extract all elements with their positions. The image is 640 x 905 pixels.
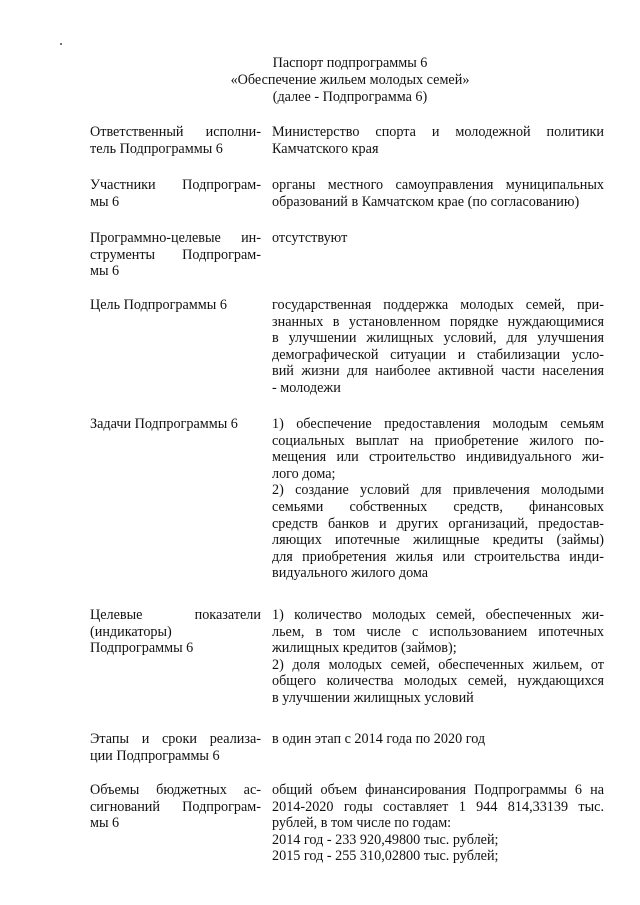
value-paragraph	[272, 782, 604, 832]
value-paragraph	[272, 607, 604, 657]
value-line: демографической ситуации и стабилизации усло-	[272, 346, 604, 363]
value-line: 1) обеспечение предоставления молодым семьям	[272, 416, 604, 432]
document-title	[0, 55, 640, 106]
row-value	[272, 124, 604, 157]
value-line: знанных в установленном порядке нуждающимися	[272, 313, 604, 330]
label-line: Этапы и сроки реализа-	[90, 731, 261, 747]
value-line: семьями собственных средств, финансовых	[272, 498, 604, 515]
value-line: 2) создание условий для привлечения молодыми	[272, 482, 604, 499]
value-line: жилищных кредитов (займов);	[272, 640, 457, 657]
row-label	[90, 124, 261, 157]
row-value	[272, 731, 604, 748]
value-line: для приобретения жилья или строительства инди-	[272, 548, 604, 565]
label-line: сигнований Подпрограм-	[90, 798, 261, 815]
value-paragraph	[272, 832, 604, 849]
value-paragraph	[272, 124, 604, 157]
value-line: общий объем финансирования Подпрограммы 6 на	[272, 782, 604, 798]
value-line: льем, в том числе с использованием ипотечных	[272, 623, 604, 640]
row-label	[90, 607, 261, 657]
title-line-1: Паспорт подпрограммы 6	[272, 55, 428, 71]
label-line: Задачи Подпрограммы 6	[90, 416, 238, 432]
value-line: рублей, в том числе по годам:	[272, 815, 452, 832]
value-line: вий жизни для наиболее активной части населения	[272, 363, 604, 380]
row-value	[272, 177, 604, 210]
row-value	[272, 297, 604, 397]
value-line: образований в Камчатском крае (по согласованию)	[272, 193, 580, 210]
label-line: ции Подпрограммы 6	[90, 747, 220, 764]
label-line: Программно-целевые ин-	[90, 230, 261, 246]
value-line: социальных выплат на приобретение жилого по-	[272, 432, 604, 449]
value-paragraph	[272, 482, 604, 582]
value-line: общего количества молодых семей, нуждающихся	[272, 673, 604, 690]
value-line: в один этап с 2014 года по 2020 год	[272, 731, 486, 747]
title-line-2: «Обеспечение жильем молодых семей»	[230, 72, 470, 88]
value-line: лого дома;	[272, 465, 336, 482]
value-line: Камчатского края	[272, 140, 379, 157]
value-paragraph	[272, 416, 604, 482]
label-line: тель Подпрограммы 6	[90, 140, 223, 157]
value-line: Министерство спорта и молодежной политики	[272, 124, 604, 140]
row-label	[90, 230, 261, 280]
value-line: государственная поддержка молодых семей, при-	[272, 297, 604, 313]
label-line: струменты Подпрограм-	[90, 246, 261, 263]
value-paragraph	[272, 230, 604, 247]
value-paragraph	[272, 297, 604, 397]
row-label	[90, 177, 261, 210]
value-paragraph	[272, 731, 604, 748]
label-line: мы 6	[90, 263, 120, 280]
label-line: мы 6	[90, 815, 120, 832]
value-paragraph	[272, 177, 604, 210]
row-label	[90, 416, 261, 433]
value-line: 1) количество молодых семей, обеспеченных жи-	[272, 607, 604, 623]
value-line: органы местного самоуправления муниципальных	[272, 177, 604, 193]
label-line: Цель Подпрограммы 6	[90, 297, 227, 313]
label-line: Подпрограммы 6	[90, 640, 194, 657]
row-label	[90, 297, 261, 314]
value-line: 2) доля молодых семей, обеспеченных жильем, от	[272, 656, 604, 673]
row-value	[272, 782, 604, 865]
scan-speck	[60, 43, 62, 45]
title-line-3: (далее - Подпрограмма 6)	[272, 89, 428, 105]
value-line: ляющих ипотечные жилищные кредиты (займы)	[272, 532, 604, 549]
value-paragraph	[272, 848, 604, 865]
value-line: видуального жилого дома	[272, 565, 429, 582]
label-line: Целевые показатели	[90, 607, 261, 623]
row-label	[90, 782, 261, 832]
row-value	[272, 230, 604, 247]
row-value	[272, 607, 604, 707]
value-line: средств банков и других организаций, предостав-	[272, 515, 604, 532]
value-line: - молодежи	[272, 379, 341, 396]
value-line: в улучшении жилищных условий, для улучшения	[272, 330, 604, 347]
value-line: 2015 год - 255 310,02800 тыс. рублей;	[272, 848, 499, 865]
row-label	[90, 731, 261, 764]
value-line: мещения или строительство индивидуального жи-	[272, 449, 604, 466]
value-line: в улучшении жилищных условий	[272, 689, 474, 706]
label-line: Ответственный исполни-	[90, 124, 261, 140]
value-line: отсутствуют	[272, 230, 348, 246]
row-value	[272, 416, 604, 582]
value-paragraph	[272, 657, 604, 707]
value-line: 2014-2020 годы составляет 1 944 814,33139 тыс.	[272, 798, 604, 815]
label-line: Участники Подпрограм-	[90, 177, 261, 193]
value-line: 2014 год - 233 920,49800 тыс. рублей;	[272, 831, 499, 848]
label-line: (индикаторы)	[90, 623, 172, 640]
label-line: мы 6	[90, 193, 120, 210]
label-line: Объемы бюджетных ас-	[90, 782, 261, 798]
